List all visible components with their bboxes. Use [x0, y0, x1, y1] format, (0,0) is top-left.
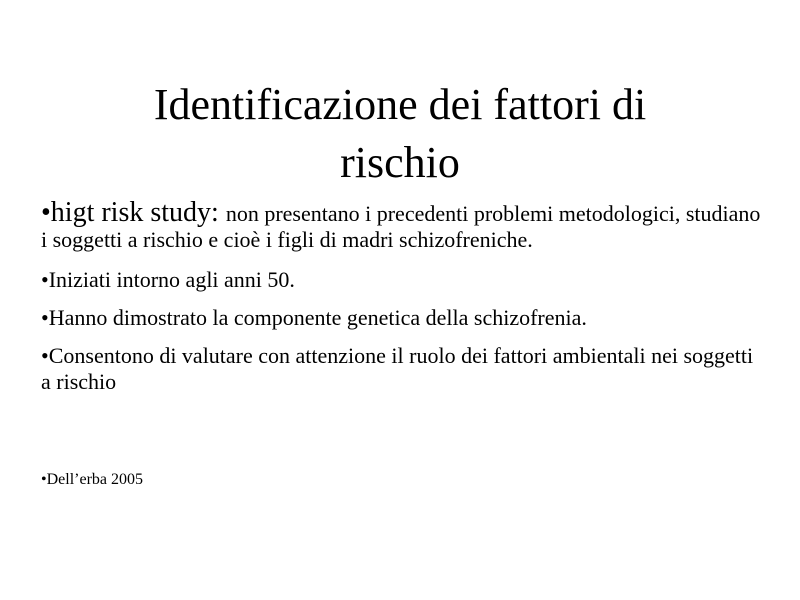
slide-title-line-2: rischio [340, 138, 460, 187]
bullet-item-environmental [41, 343, 761, 395]
slide-title [60, 76, 740, 192]
bullet-text: non presentano i precedenti problemi metodologici, studiano i soggetti a rischio e cioè i figli di madri schizofreniche. [41, 201, 761, 252]
bullet-lead: •higt risk study: [41, 197, 226, 228]
slide-title-line-1: Identificazione dei fattori di [153, 80, 647, 129]
bullet-text: •Iniziati intorno agli anni 50. [41, 267, 295, 292]
bullet-item-started [41, 267, 761, 293]
bullet-item-genetic [41, 305, 761, 331]
reference-note: •Dell’erba 2005 [41, 471, 144, 488]
bullet-text: •Hanno dimostrato la componente genetica della schizofrenia. [41, 305, 587, 330]
bullet-list [41, 197, 761, 395]
bullet-text: •Consentono di valutare con attenzione il ruolo dei fattori ambientali nei soggetti a rischio [41, 343, 754, 394]
bullet-item-high-risk-study [41, 197, 761, 253]
